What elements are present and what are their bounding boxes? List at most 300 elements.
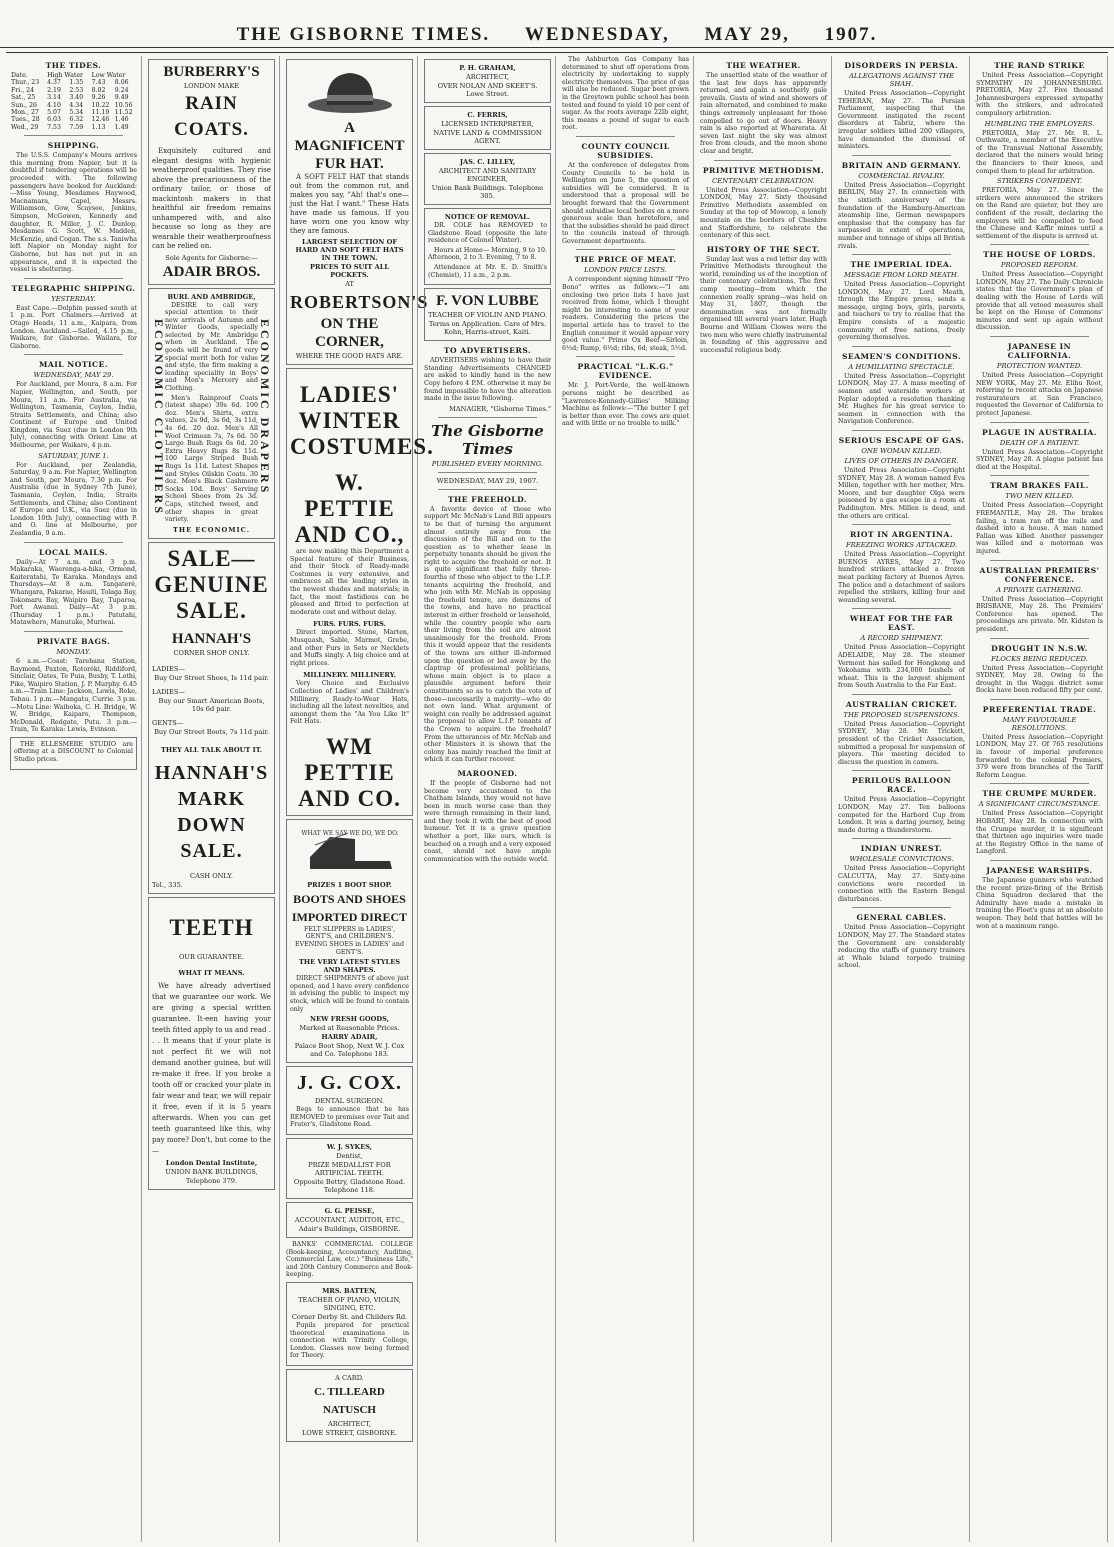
britain-germany-subheading: COMMERCIAL RIVALRY. bbox=[858, 171, 945, 180]
mail-subheading: WEDNESDAY, MAY 29. bbox=[33, 371, 114, 380]
wm-pettie: WM PETTIE bbox=[304, 733, 395, 785]
rand-strike-heading: THE RAND STRIKE bbox=[994, 61, 1085, 70]
divider bbox=[990, 699, 1089, 700]
london-dental-institute: London Dental Institute, bbox=[165, 1158, 258, 1167]
house-of-lords-subheading: PROPOSED REFORM. bbox=[1000, 261, 1079, 270]
cox-ad bbox=[286, 1066, 413, 1135]
talk-about-it: THEY ALL TALK ABOUT IT. bbox=[160, 745, 263, 754]
burl-ambridge-title: BURL AND AMBRIDGE, bbox=[167, 292, 256, 301]
divider bbox=[24, 542, 123, 543]
imperial-text: United Press Association—Copyright LONDON, May 27. Lord Meath, through the Empire press, sends a message, urging boys, girls, parents, and teachers to try to realise that the Empire consists of a majestic community of free nations, freely governing themselves. bbox=[838, 281, 965, 342]
table-row bbox=[10, 109, 137, 116]
table-cell: Mon., 27 bbox=[11, 109, 39, 117]
table-cell: Wed., 29 bbox=[11, 123, 39, 131]
column-7 bbox=[834, 56, 970, 1542]
imported-direct: IMPORTED DIRECT bbox=[291, 909, 408, 924]
divider bbox=[24, 631, 123, 632]
cole-text: DR. COLE has REMOVED to Gladstone Road (opposite the late residence of Colonel Winter). bbox=[428, 222, 547, 245]
persia-heading: DISORDERS IN PERSIA. bbox=[844, 61, 959, 70]
harry-adair: HARRY ADAIR, bbox=[321, 1033, 378, 1042]
tram-text: United Press Association—Copyright FREMANTLE, May 28. The brakes failing, a tram ran off the rails and dashed into a house. A man named Fallan was killed. Another passenger was killed and a motorman was injured. bbox=[976, 502, 1103, 555]
preferential-heading: PREFERENTIAL TRADE. bbox=[982, 704, 1097, 714]
divider bbox=[576, 356, 675, 357]
history-heading: HISTORY OF THE SECT. bbox=[706, 244, 821, 254]
economic-clothiers-vertical: ECONOMIC CLOTHIERS bbox=[152, 318, 166, 516]
table-cell: Fri., 24 bbox=[11, 86, 35, 94]
masthead bbox=[0, 24, 1114, 48]
premiers-subheading: A PRIVATE GATHERING. bbox=[996, 585, 1083, 594]
natusch-address: LOWE STREET, GISBORNE. bbox=[301, 1428, 397, 1437]
divider bbox=[438, 489, 537, 490]
divider bbox=[990, 422, 1089, 423]
divider bbox=[24, 135, 123, 136]
hat-illustration-icon bbox=[305, 67, 395, 115]
what-it-means: WHAT IT MEANS. bbox=[178, 968, 245, 977]
table-cell: 11.52 bbox=[114, 109, 133, 117]
table-row bbox=[10, 94, 137, 101]
burberry-agents: Sole Agents for Gisborne:— bbox=[165, 253, 258, 262]
table-row bbox=[10, 87, 137, 94]
hat-subheading: FUR HAT. bbox=[315, 156, 384, 172]
drought-subheading: FLOCKS BEING REDUCED. bbox=[991, 654, 1088, 663]
advertisers-heading: TO ADVERTISERS. bbox=[443, 346, 532, 356]
private-bags-subheading: MONDAY. bbox=[56, 647, 91, 656]
table-cell: 7.53 bbox=[47, 123, 61, 131]
balloon-text: United Press Association—Copyright LONDON, May 27. Ten balloons competed for the Harbord Cup from London. It was a daring journey, being made during a thunderstorm. bbox=[838, 796, 965, 834]
graham-title: P. H. GRAHAM, bbox=[459, 64, 516, 72]
gas-company-text: The Ashburton Gas Company has determined to shut off operations from electricity by undertaking to supply electricity themselves. The price of gas will also be reduced. Sugar beet grown in the Greytown public school has been tested and found to yield 10 per cent of sugar. As the roots average 22lb eight, this means a pound of sugar to each root. bbox=[562, 56, 689, 132]
cash-only: CASH ONLY. bbox=[190, 871, 233, 880]
japanese-california-text: United Press Association—Copyright NEW YORK, May 27. Mr. Elihu Root, referring to recent attacks on Japanese restaurateurs at San Francisco, requested the Governor of California to protect Japanese. bbox=[976, 372, 1103, 417]
table-cell: 9.49 bbox=[114, 94, 129, 102]
natusch-ad bbox=[286, 1369, 413, 1442]
ferris-subtitle: LICENSED INTERPRETER, bbox=[441, 120, 534, 128]
table-cell: Sun., 26 bbox=[11, 101, 37, 109]
and-co: AND CO., bbox=[294, 522, 405, 547]
table-cell: 11.19 bbox=[91, 109, 110, 117]
premiers-heading: AUSTRALIAN PREMIERS' CONFERENCE. bbox=[979, 565, 1100, 584]
masthead-date: MAY 29, bbox=[704, 24, 790, 45]
column-8 bbox=[972, 56, 1108, 1542]
riot-heading: RIOT IN ARGENTINA. bbox=[849, 530, 953, 540]
tram-heading: TRAM BRAKES FAIL. bbox=[990, 481, 1089, 491]
table-cell: 8.06 bbox=[114, 79, 129, 87]
table-cell: 4.10 bbox=[47, 101, 61, 109]
lilley-subtitle: ARCHITECT AND SANITARY ENGINEER, bbox=[438, 167, 537, 183]
batten-address: Corner Derby St. and Childers Rd. bbox=[291, 1312, 408, 1321]
column-3 bbox=[282, 56, 434, 1542]
warships-text: The Japanese gunners who watched the recent prize-firing of the British China Squadron declared that the Admiralty have made a mistake in training the Fleet's guns at an absolute weapon. They held that battles will be won at a maximum range. bbox=[976, 877, 1103, 930]
japanese-california-heading: JAPANESE IN CALIFORNIA. bbox=[1007, 342, 1072, 361]
graham-ad bbox=[424, 59, 551, 103]
table-cell: 8.02 bbox=[91, 86, 106, 94]
pettie-text: are now making this Department a Special feature of their Business, and their Stock of Ready-made Costumes is very extensive, and embraces all the leading styles in the newest shades and materials; in fact, the most fastidious can be pleased and fitted to perfection at moderate cost and without delay. bbox=[290, 548, 409, 616]
lubbe-ad bbox=[424, 288, 551, 341]
indian-unrest-subheading: WHOLESALE CONVICTIONS. bbox=[849, 855, 954, 864]
hannahs-title: HANNAH'S bbox=[171, 630, 252, 647]
primitive-methodism-heading: PRIMITIVE METHODISM. bbox=[702, 165, 825, 175]
general-cables-heading: GENERAL CABLES. bbox=[856, 913, 947, 923]
balloon-heading: PERILOUS BALLOON RACE. bbox=[851, 776, 952, 795]
batten-title: MRS. BATTEN, bbox=[322, 1286, 377, 1295]
table-cell: 10.56 bbox=[114, 101, 133, 109]
peisse-ad bbox=[286, 1202, 413, 1238]
premiers-text: United Press Association—Copyright BRISBANE, May 28. The Premiers' Conference has opened. The proceedings are private. Mr. Kidston is president. bbox=[976, 595, 1103, 633]
hat-selection: LARGEST SELECTION OF HARD AND SOFT FELT HATS IN THE TOWN. bbox=[295, 238, 404, 262]
tram-subheading: TWO MEN KILLED. bbox=[1005, 492, 1074, 501]
table-cell: 3.40 bbox=[69, 94, 84, 102]
divider bbox=[852, 694, 951, 695]
cricket-subheading: THE PROPOSED SUSPENSIONS. bbox=[843, 710, 960, 719]
column-2 bbox=[144, 56, 280, 1542]
millinery-text: Very Choice and Exclusive Collection of Ladies' and Children's Millinery, Ready-to-Wear Hats, including all the latest novelties, and amongst them the "As You Like It" Felt Hats. bbox=[290, 680, 409, 726]
sykes-ad bbox=[286, 1138, 413, 1199]
lkg-text: Mr. J. Port-Verde, the well-known persons might be described as "Lawrence-Kennedy-Gillies' Milking Machine as follows:—"The butter I get is better than ever. The cows are quiet and with little or no trouble to milk." bbox=[562, 382, 689, 428]
divider bbox=[990, 860, 1089, 861]
ladies-offer-2: Buy our Smart American Boots, 10s 6d pair. bbox=[158, 696, 265, 713]
table-cell: Sat., 25 bbox=[11, 94, 36, 102]
table-cell: 6.03 bbox=[47, 116, 61, 124]
robertsons-hat-ad bbox=[286, 59, 429, 365]
economic-drapers-vertical: ECONOMIC DRAPERS bbox=[258, 318, 272, 495]
table-cell: 2.19 bbox=[47, 86, 61, 94]
lubbe-title: F. VON LUBBE bbox=[436, 293, 539, 310]
general-cables-text: United Press Association—Copyright LONDON, May 27. The Standard states the Government are considerably reducing the staffs of gunnery trainers at Whale Island torpedo training school. bbox=[838, 924, 965, 970]
private-bags-heading: PRIVATE BAGS. bbox=[36, 636, 111, 646]
peisse-address: Adair's Buildings, GISBORNE. bbox=[298, 1225, 401, 1233]
mail-heading: MAIL NOTICE. bbox=[38, 360, 109, 370]
boots-list: FELT SLIPPERS in LADIES', GENT'S, and CHILDREN'S. EVENING SHOES in LADIES' and GENT'S. bbox=[295, 925, 404, 956]
banks-college-text: BANKS' COMMERCIAL COLLEGE (Book-keeping, Accountancy, Auditing, Commercial Law, etc.) "Business Life," and 20th Century Commerce and Book-keeping. bbox=[286, 1241, 413, 1279]
sykes-prize: PRIZE MEDALLIST FOR ARTIFICIAL TEETH. bbox=[308, 1161, 391, 1177]
wheat-heading: WHEAT FOR THE FAR EAST. bbox=[849, 614, 954, 633]
table-cell: 5.34 bbox=[69, 109, 84, 117]
crumpe-heading: THE CRUMPE MURDER. bbox=[982, 789, 1097, 799]
masthead-title: THE GISBORNE TIMES. bbox=[236, 24, 491, 45]
cricket-heading: AUSTRALIAN CRICKET. bbox=[845, 699, 958, 709]
cox-title: J. G. COX. bbox=[297, 1072, 402, 1095]
table-cell: 4.37 bbox=[47, 79, 61, 87]
at-label: AT bbox=[345, 280, 354, 288]
lubbe-subtitle: TEACHER OF VIOLIN AND PIANO. bbox=[428, 311, 547, 320]
telegraphic-heading: TELEGRAPHIC SHIPPING. bbox=[11, 283, 136, 293]
masthead-rule bbox=[6, 52, 1108, 53]
divider bbox=[852, 838, 951, 839]
table-row bbox=[10, 72, 137, 79]
batten-subtitle: TEACHER OF PIANO, VIOLIN, SINGING, ETC. bbox=[298, 1295, 401, 1312]
seamen-subheading: A HUMILIATING SPECTACLE. bbox=[848, 362, 955, 371]
plague-text: United Press Association—Copyright SYDNEY, May 28. A plague patient has died at the Hospital. bbox=[976, 448, 1103, 471]
table-row bbox=[10, 124, 137, 131]
natusch-title: C. TILLEARD NATUSCH bbox=[314, 1385, 385, 1416]
furs-heading: FURS. FURS. FURS. bbox=[313, 620, 386, 629]
divider bbox=[990, 336, 1089, 337]
county-council-heading: COUNTY COUNCIL SUBSIDIES. bbox=[581, 141, 670, 160]
lkg-heading: PRACTICAL "L.K.G." EVIDENCE. bbox=[577, 362, 674, 381]
burberry-ad bbox=[148, 59, 275, 285]
crumpe-text: United Press Association—Copyright HOBART, May 28. In connection with the Crumpe murder, it is significant that thirteen ago inquiries were made at the Registry Office in the name of Langford. bbox=[976, 810, 1103, 856]
table-cell: 1.13 bbox=[91, 123, 106, 131]
weather-heading: THE WEATHER. bbox=[726, 61, 801, 70]
boot-prizes: PRIZES 1 BOOT SHOP. bbox=[307, 880, 392, 889]
private-bags-text: 6 a.m.—Coast: Tarehana Station, Raymond, Paxton, Rotoréki, Riddiford, Sinclair, Oates, Te Puia, Busby, T. Lothi, Pike, Waipiro Station, J. P. Murphy. 6.45 a.m.—Train Line: Jackson, Lewis, Roke, Tebau. 1 p.m.—Mangatu, Currie. 3 p.m.—Motu Line: Waihoka, C. H. Bridge, W. W. Bridge, Kaiparo, Thompson, McDonald, Redgate, Putu. 3 p.m.—Train, Te Karaka: Lewis, Evinson. bbox=[10, 657, 137, 734]
marooned-heading: MAROONED. bbox=[457, 768, 518, 778]
shipping-heading: SHIPPING. bbox=[47, 141, 100, 151]
table-cell: 3.14 bbox=[47, 94, 61, 102]
table-cell: 1.46 bbox=[114, 116, 129, 124]
burl-ambridge-list: Men's Rainproof Coats (latest shape) 39s 6d. 100 doz. Men's Shirts, extra values, 2s 9d, 3s 6d, 3s 11d, 4s 6d. 20 doz. Men's All Wool Crimean 7s, 7s 6d. 50 Large Bush Rugs 6s 6d. 20 Extra Heavy Rugs 8s 11d. 100 Large Striped Bush Rugs 1s 11d. Latest Shapes and Styles Oilskin Coats. 30 doz. Men's Black Cashmere Socks 10d. Boys' Serving School Shoes from 2s 3d. Caps, stitched tweed, and other shapes in great variety. bbox=[165, 394, 258, 524]
marooned-text: If the people of Gisborne had not become very accustomed to the Chatham Islands, they would not have been in much worse case than they were through remaining in their land, and they took it with the best of good humour. Yet it is a grave question whether a port, like ours, which is beached on a rough and a very exposed coast, should not have ample communication with the outside world. bbox=[424, 779, 551, 863]
wm-pettie-co: AND CO. bbox=[298, 785, 401, 811]
divider bbox=[852, 608, 951, 609]
ferris-title: C. FERRIS, bbox=[467, 111, 508, 119]
masthead-day: WEDNESDAY, bbox=[524, 24, 670, 45]
crumpe-subheading: A SIGNIFICANT CIRCUMSTANCE. bbox=[978, 800, 1101, 809]
boots-prices: Marked at Reasonable Prices. bbox=[299, 1024, 400, 1033]
a-card: A CARD. bbox=[335, 1373, 364, 1382]
table-cell: 9.26 bbox=[91, 94, 106, 102]
column-6 bbox=[696, 56, 832, 1542]
table-cell: 1.35 bbox=[69, 79, 84, 87]
mail-text: For Auckland, per Moura, 8 a.m. For Napier, Wellington, and South, per Moura, 11 a.m. For Australia, via Wellington, Tasmania, Ceylon, India, Straits Settlements, and China; also Continent of Europe and United Kingdom, via Suez (due in London 9th July), connecting with Orient Line at Melbourne, per Waikare, 4 p.m. bbox=[10, 381, 137, 450]
imperial-heading: THE IMPERIAL IDEA. bbox=[850, 260, 953, 270]
table-cell: 5.07 bbox=[47, 109, 61, 117]
gas-escape-heading: SERIOUS ESCAPE OF GAS. bbox=[838, 436, 965, 445]
published-every-morning: PUBLISHED EVERY MORNING. bbox=[431, 459, 544, 468]
adair-bros: ADAIR BROS. bbox=[162, 263, 261, 280]
harry-address: Palace Boot Shop, Next W. J. Cox and Co. Telephone 183. bbox=[294, 1042, 405, 1059]
divider bbox=[438, 417, 537, 418]
burberry-title: BURBERRY'S bbox=[163, 64, 260, 80]
millinery-heading: MILLINERY. MILLINERY. bbox=[303, 671, 396, 680]
divider bbox=[576, 249, 675, 250]
editorial-date: WEDNESDAY, MAY 29, 1907. bbox=[436, 476, 539, 485]
preferential-subheading: MANY FAVOURABLE RESOLUTIONS. bbox=[1002, 715, 1077, 732]
table-row bbox=[10, 102, 137, 109]
markdown-sale: SALE. bbox=[180, 839, 243, 862]
hannah-sale-ad bbox=[148, 542, 275, 894]
table-row bbox=[10, 116, 137, 123]
divider bbox=[990, 560, 1089, 561]
burberry-raincoats: RAIN COATS. bbox=[174, 93, 249, 140]
house-of-lords-text: United Press Association—Copyright LONDON, May 27. The Daily Chronicle states that the Government's plan of dealing with the House of Lords will provide that all vetoed measures shall be kept on the House of Commons' minutes and sent up again without discussion. bbox=[976, 271, 1103, 332]
sykes-address: Opposite Bettry, Gladstone Road. Telephone 118. bbox=[293, 1178, 406, 1194]
history-text: Sunday last was a red letter day with Primitive Methodists throughout the world, reminding us of the inception of their centenary celebrations. The first camp meeting—from which the connexion really sprang—was held on May 31, 1807, though the denomination was not formally organised till several years later. Hugh Bourne and William Clowes were the two men who were chiefly instrumental in founding of this aggressive and successful religious body. bbox=[700, 255, 827, 354]
teeth-ad bbox=[148, 897, 275, 1190]
markdown-hannahs: HANNAH'S bbox=[154, 761, 269, 784]
confident-subheading: STRIKERS CONFIDENT. bbox=[996, 177, 1083, 186]
price-of-meat-text: A correspondent signing himself "Pro Bono" writes as follows:—"I am enclosing two price lists I have just received from home, which I thought might be interesting to some of your readers. Considering the prices the imperial article has to travel to the English consumer it would appear very good value." Prime Ox Beef—Sirloin, 6½d; Rump, 6½d; ribs, 6d; steak, 5½d. bbox=[562, 276, 689, 352]
divider bbox=[990, 475, 1089, 476]
guarantee-heading: OUR GUARANTEE. bbox=[178, 952, 245, 961]
table-cell: 9.24 bbox=[114, 86, 129, 94]
winter-heading: WINTER bbox=[298, 408, 401, 433]
weather-text: The unsettled state of the weather of the last few days has apparently returned, and again a southerly gale prevails. Gusts of wind and showers of rain alternated, and combined to make things extremely unpleasant for those compelled to go out of doors. Heavy rain is also reported at Wharerata. At seven last night the sky was almost free from clouds, and the moon shone clear and bright. bbox=[700, 72, 827, 155]
table-header: High Water bbox=[47, 72, 84, 79]
peisse-subtitle: ACCOUNTANT, AUDITOR, ETC., bbox=[294, 1216, 405, 1224]
saturday-subheading: SATURDAY, JUNE 1. bbox=[38, 451, 109, 460]
table-cell: 1.49 bbox=[114, 123, 129, 131]
county-council-text: At the conference of delegates from County Councils to be held in Wellington on June 5, the question of subsidies will be considered. It is understood that a proposal will be brought forward that the Government should subsidise local bodies on a more generous scale than heretofore, and that the subsidies should be paid direct to the councils instead of through Government departments. bbox=[562, 161, 689, 245]
centenary-subheading: CENTENARY CELEBRATION. bbox=[712, 176, 815, 185]
graham-address: OVER NOLAN AND SKEET'S. Lowe Street. bbox=[437, 82, 538, 98]
divider bbox=[852, 155, 951, 156]
divider bbox=[438, 472, 537, 473]
union-bank-buildings: UNION BANK BUILDINGS, bbox=[165, 1167, 258, 1176]
natusch-subtitle: ARCHITECT, bbox=[328, 1419, 371, 1428]
hat-heading: A MAGNIFICENT bbox=[294, 120, 405, 154]
table-row bbox=[10, 79, 137, 86]
boots-heading: BOOTS AND SHOES bbox=[293, 891, 406, 906]
humbling-text: PRETORIA, May 27. Mr. R. L. Outhwaite, a member of the Executive of the Transvaal National Assembly, declared that the miners would bring the financiers to their knees, and compel them to plead for arbitration. bbox=[976, 129, 1103, 175]
lubbe-address: Terms on Application. Care of Mrs. Kohn, Harris-street, Kaiti. bbox=[428, 320, 547, 337]
peisse-title: G. G. PEISSE, bbox=[324, 1207, 375, 1215]
hat-text: A SOFT FELT HAT that stands out from the common rut, and makes you say, "Ah! that's one—just the Hat I want." These Hats have made us famous. If you have worn one you know why they are famous. bbox=[290, 173, 409, 235]
divider bbox=[24, 354, 123, 355]
masthead-year: 1907. bbox=[824, 24, 878, 45]
batten-ad bbox=[286, 1282, 413, 1366]
price-of-meat-heading: THE PRICE OF MEAT. bbox=[574, 255, 677, 265]
britain-germany-text: United Press Association—Copyright BERLIN, May 27. In connection with the sixtieth anniversary of the foundation of the Hamburg-American steamship line, German newspapers emphasise that the company has far surpassed in extent of operations, number and tonnage of ships all British rivals. bbox=[838, 181, 965, 250]
seamen-text: United Press Association—Copyright LONDON, May 27. A mass meeting of seamen and waterside workers at Poplar adopted a resolution thanking Mr. Hughes for his great service to seamen in connection with the Navigation Conference. bbox=[838, 372, 965, 426]
pettie-costumes-ad bbox=[286, 368, 434, 816]
cole-hours: Hours at Home— Morning, 9 to 10. Afternoon, 2 to 3. Evening, 7 to 8. bbox=[428, 246, 547, 262]
burberry-text: Exquisitely cultured and elegant designs with hygienic weatherproof qualities. They rise above the precariousness of the ordinary tailor, or those of mackintosh makers in that healthful air freedom remains unhampered with, and also because so long as they are wearable their weatherproofness can be relied on. bbox=[152, 147, 271, 250]
humbling-subheading: HUMBLING THE EMPLOYERS. bbox=[984, 119, 1095, 128]
shipping-text: The U.S.S. Company's Moura arrives this morning from Napier, but it is doubtful if tendering operations will be proceeded with. The following passengers have booked for Auckland:—Miss Young, Mesdames Haywood, Macnamara, Capel, Messrs. Williamson, Gow, Scaysee, Jenkins, Simpson, McGowen, Kennedy and daughter, R. Miller, J. C. Dunlop, Mesdames G. Scott, W. Madden, McKenzie, and Cogan. The s.s. Taniwha left Napier on Monday night for Gisborne, but has not put in an appearance, and it is expected the vessel is sheltering. bbox=[10, 152, 137, 274]
gisborne-times-nameplate: The Gisborne Times bbox=[431, 421, 544, 458]
warships-heading: JAPANESE WARSHIPS. bbox=[986, 866, 1093, 875]
confident-text: PRETORIA, May 27. Since the strikers were announced the strikers on the Rand are quieter, but they are confident of the result, declaring the employers will be compelled to feed the Chinese and Kaffir mines until a settlement of the dispute is arrived at. bbox=[976, 187, 1103, 240]
drought-text: United Press Association—Copyright SYDNEY, May 28. Owing to the drought in the Wagga district some flocks have been reduced fifty per cent. bbox=[976, 664, 1103, 695]
column-4 bbox=[420, 56, 556, 1542]
good-hats: WHERE THE GOOD HATS ARE. bbox=[295, 352, 404, 360]
plague-subheading: DEATH OF A PATIENT. bbox=[999, 438, 1080, 447]
hannah-telephone: Tel., 335. bbox=[152, 880, 183, 889]
teeth-heading: TEETH bbox=[169, 914, 254, 940]
table-cell: 4.34 bbox=[69, 101, 84, 109]
burl-ambridge-ad bbox=[148, 288, 275, 539]
divider bbox=[852, 770, 951, 771]
table-header: Date. bbox=[11, 72, 28, 79]
divider bbox=[24, 278, 123, 279]
divider bbox=[714, 160, 813, 161]
freehold-heading: THE FREEHOLD. bbox=[447, 494, 528, 504]
divider bbox=[990, 783, 1089, 784]
sykes-title: W. J. SYKES, bbox=[326, 1143, 373, 1151]
lilley-address: Union Bank Buildings. Telephone 305. bbox=[431, 184, 544, 200]
house-of-lords-heading: THE HOUSE OF LORDS. bbox=[983, 250, 1096, 260]
divider bbox=[852, 524, 951, 525]
indian-unrest-heading: INDIAN UNREST. bbox=[860, 844, 943, 854]
burberry-make: LONDON MAKE bbox=[183, 82, 240, 90]
boot-illustration-icon bbox=[300, 827, 400, 877]
divider bbox=[576, 136, 675, 137]
ferris-ad bbox=[424, 106, 551, 150]
hat-prices: PRICES TO SUIT ALL POCKETS. bbox=[310, 263, 389, 279]
gas-escape-subheading-2: LIVES OF OTHERS IN DANGER. bbox=[844, 457, 959, 465]
manager-signature: MANAGER, "Gisborne Times." bbox=[449, 404, 551, 413]
column-5 bbox=[558, 56, 694, 1542]
local-mails-text: Daily—At 7 a.m. and 3 p.m. Makaraka, Waerenga-a-hika, Ormond, Kaiteratahi, Te Karaka. Mondays and Thursdays—At 8 a.m. Tangateré, Whangara, Pakarae, Hauiti, Tolaga Bay, Tokomaru Bay, Waipiro Bay, Tuparoa, Port Awanui. Daily—At 3 p.m. (Thursday 1 p.m.) Patutahi, Matawhero, Manutuke, Muriwai. bbox=[10, 558, 137, 627]
cole-removal-ad bbox=[424, 208, 551, 285]
column-1 bbox=[6, 56, 142, 1542]
persia-subheading: ALLEGATIONS AGAINST THE SHAH. bbox=[848, 72, 955, 88]
tides-table bbox=[10, 72, 137, 131]
teeth-text: We have already advertised that we guarantee our work. We are giving a special written guarantee. It-een having your teeth fitted apply to us and read . . . It means that if your plate is not perfect fit we will not demand another guinea, but will re-make it free. If you broke a tooth off or cracked your plate in fair wear and tear, we will repair it free, even if it is 5 years afterwards. When you can get teeth guaranteed like this, why pay more? Don't, but come to the— bbox=[152, 981, 271, 1155]
freehold-text: A favorite device of those who support Mr. McNab's Land Bill appears to be that of turning the argument almost entirely away from the discussion of the Bill and on to the question as to whether lease in perpetuity tenants should be given the right to acquire the freehold or not. It is quite significant that fully three-fourths of those who object to the L.I.P. tenants acquiring the freehold, and who join with Mr. McNab in opposing the freehold tenure, are denizens of the towns, and have no practical interest in either freehold or leasehold, while the country people who earn their living from the soil are almost unanimously for the freehold. From this it would appear that the residents of the towns are either ill-informed upon the question or led away by the claptrap of professional politicians, whose main object is to place a plausible argument before their constituents so as to catch the vote of those—necessarily a majority—who do not own land. What argument of weight can really be addressed against the proposal to allow L.I.P. tenants of the Crown to acquire the freehold? From the utterances of Mr. McNab and other Ministers it is shown that the colony has mainly reached the limit at which it can further recover. bbox=[424, 505, 551, 764]
burl-ambridge-text: DESIRE to call very special attention to their new arrivals of Autumn and Winter Goods, specially selected by Mr. Ambridge when in Auckland. The goods will be found of very special merit both for value and style, the firm making a leading speciality in Boys' and Men's Mercery and Clothing. bbox=[165, 301, 258, 393]
persia-text: United Press Association—Copyright TEHERAN, May 27. The Persian Parliament, suspecting that the Government instigated the recent disorders at Tabriz, where the irregular soldiers killed 200 villagers, have demanded the dismissal of ministers. bbox=[838, 90, 965, 151]
removal-heading: NOTICE OF REMOVAL. bbox=[444, 213, 531, 221]
boots-direct: DIRECT SHIPMENTS of above just opened, and I have every confidence in advising the public to inspect my stock, which will be found to contain only bbox=[290, 975, 409, 1013]
divider bbox=[852, 346, 951, 347]
rand-strike-text: United Press Association—Copyright SYMPATHY IN JOHANNESBURG. PRETORIA, May 27. Five thousand Johannesburgers expressed sympathy with the strikers, and advocated compulsory arbitration. bbox=[976, 72, 1103, 117]
telegraphic-subheading: YESTERDAY. bbox=[51, 294, 96, 303]
table-cell: 12.46 bbox=[91, 116, 110, 124]
riot-subheading: FREEZING WORKS ATTACKED. bbox=[845, 541, 958, 550]
ladies-heading: LADIES' bbox=[299, 382, 400, 407]
costumes-heading: COSTUMES. bbox=[290, 434, 434, 459]
cole-attendance: Attendance at Mr. E. D. Smith's (Chemist), 11 a.m., 2 p.m. bbox=[428, 263, 547, 279]
the-economic: THE ECONOMIC. bbox=[172, 525, 251, 534]
gas-escape-text: United Press Association—Copyright SYDNEY, May 28. A woman named Eva Millen, together with her mother, Mrs. Moore, and her daughter Olga were poisoned by a gas escape in a room at Paddington. Mrs. Millen is dead, and the others are critical. bbox=[838, 467, 965, 520]
plague-heading: PLAGUE IN AUSTRALIA. bbox=[982, 427, 1097, 437]
drought-heading: DROUGHT IN N.S.W. bbox=[991, 643, 1088, 653]
ladies-label-1: LADIES— bbox=[152, 664, 185, 673]
genuine-heading: GENUINE bbox=[154, 571, 269, 597]
table-cell: Tues., 28 bbox=[11, 116, 40, 124]
wheat-subheading: A RECORD SHIPMENT. bbox=[860, 634, 943, 643]
divider bbox=[990, 244, 1089, 245]
imperial-subheading: MESSAGE FROM LORD MEATH. bbox=[844, 271, 959, 280]
gents-offer: Buy Our Street Boots, 7s 11d pair. bbox=[154, 727, 269, 736]
divider bbox=[852, 254, 951, 255]
preferential-text: United Press Association—Copyright LONDON, May 27. Of 765 resolutions in favour of imperial preference forwarded to the colonial Premiers, 379 were from branches of the Tariff Reform League. bbox=[976, 733, 1103, 779]
boots-new-goods: NEW FRESH GOODS, bbox=[310, 1015, 389, 1024]
teeth-telephone: Telephone 379. bbox=[185, 1176, 238, 1185]
robertsons-title: ROBERTSON'S bbox=[290, 292, 429, 312]
table-cell: 10.22 bbox=[91, 101, 110, 109]
table-cell: 2.53 bbox=[69, 86, 84, 94]
tides-heading: THE TIDES. bbox=[45, 61, 102, 70]
markdown-heading: MARK DOWN bbox=[177, 787, 246, 836]
table-cell: 6.32 bbox=[69, 116, 84, 124]
gas-escape-subheading: ONE WOMAN KILLED. bbox=[861, 447, 942, 455]
sale-heading-2: SALE. bbox=[176, 597, 247, 623]
studio-ad-text: THE ELLESMERE STUDIO are offering at a DISCOUNT to Colonial Studio prices. bbox=[14, 740, 133, 764]
harry-adair-ad bbox=[286, 819, 413, 1063]
table-cell: Thur., 23 bbox=[11, 79, 40, 87]
britain-germany-heading: BRITAIN AND GERMANY. bbox=[841, 160, 962, 170]
seamen-heading: SEAMEN'S CONDITIONS. bbox=[841, 351, 962, 361]
price-of-meat-subheading: LONDON PRICE LISTS. bbox=[584, 266, 667, 275]
advertisers-text: ADVERTISERS wishing to have their Standing Advertisements CHANGED are asked to kindly hand in the new Copy before 4 P.M. otherwise it may be found impossible to have the alteration made in the issue following. bbox=[424, 357, 551, 403]
w-pettie: W. PETTIE bbox=[304, 470, 395, 521]
table-header: Low Water bbox=[91, 72, 126, 79]
boots-latest: THE VERY LATEST STYLES AND SHAPES. bbox=[299, 958, 400, 975]
divider bbox=[852, 430, 951, 431]
batten-text: Pupils prepared for practical theoretical examinations in connection with Trinity College, London. Classes now being formed for Theory. bbox=[290, 1321, 409, 1360]
studio-ad bbox=[10, 737, 137, 770]
local-mails-heading: LOCAL MAILS. bbox=[39, 547, 108, 557]
divider bbox=[990, 638, 1089, 639]
saturday-text: For Auckland, per Zealandia, Saturday, 9 a.m. For Napier, Wellington and South, per Moura, 7.30 p.m. For Australia (due in Sydney 7th June), Tasmania, Ceylon, India, Straits Settlements, and China; also Continent of Europe and U.K., via Suez (due in London 10th July), connecting with P. and O. line at Melbourne, per Zealandia, 9 a.m. bbox=[10, 461, 137, 537]
table-cell: 7.43 bbox=[91, 79, 106, 87]
corner-shop: CORNER SHOP ONLY. bbox=[173, 648, 250, 657]
divider bbox=[852, 907, 951, 908]
furs-text: Direct imported. Stone, Marten, Musquash, Sable, Marmot, Grebe, and other Furs in Sets or Necklets and Muffs singly. A big choice and at right prices. bbox=[290, 629, 409, 667]
